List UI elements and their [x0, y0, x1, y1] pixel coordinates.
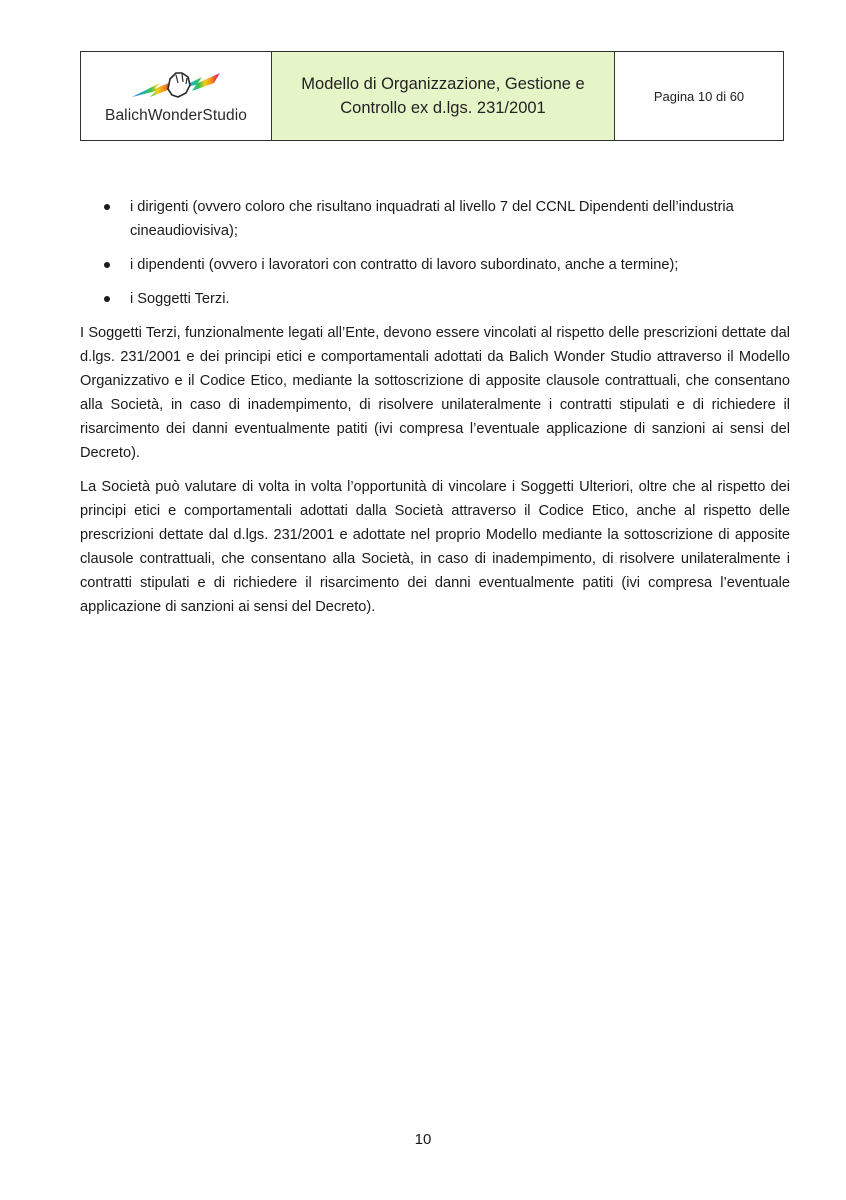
list-item: [80, 287, 790, 311]
document-title-cell: [272, 52, 615, 140]
document-header: [80, 51, 784, 141]
paragraph: La Società può valutare di volta in volta l’opportunità di vincolare i Soggetti Ulteriori, oltre che al rispetto dei principi etici e comportamentali adottati dalla Società attraverso il Codice Etico, anche al rispetto delle prescrizioni dettate dal d.lgs. 231/2001 e adottate nel proprio Modello mediante la sottoscrizione di apposite clausole contrattuali, che consentano alla Società, in caso di inadempimento, di risolvere unilateralmente i contratti stipulati e di richiedere il risarcimento dei danni eventualmente patiti (ivi compresa l’eventuale applicazione di sanzioni ai sensi del Decreto).: [80, 479, 790, 615]
document-title-line-2: Controllo ex d.lgs. 231/2001: [340, 99, 546, 117]
paragraph: I Soggetti Terzi, funzionalmente legati all’Ente, devono essere vincolati al rispetto delle prescrizioni dettate dal d.lgs. 231/2001 e dei principi etici e comportamentali adottati da Balich Wonder Studio attraverso il Modello Organizzativo e il Codice Etico, mediante la sottoscrizione di apposite clausole contrattuali, che consentano alla Società, in caso di inadempimento, di risolvere unilateralmente i contratti stipulati e di richiedere il risarcimento dei danni eventualmente patiti (ivi compresa l’eventuale applicazione di sanzioni ai sensi del Decreto).: [80, 325, 790, 461]
list-item-text: i dipendenti (ovvero i lavoratori con contratto di lavoro subordinato, anche a termine);: [130, 257, 679, 273]
document-title-line-1: Modello di Organizzazione, Gestione e: [301, 75, 585, 93]
bullet-icon: [104, 262, 110, 268]
rainbow-lightning-hand-logo-icon: [130, 67, 222, 105]
page-indicator: Pagina 10 di 60: [653, 89, 745, 104]
logo-wordmark: BalichWonderStudio: [105, 107, 247, 124]
page-indicator-cell: [615, 52, 783, 140]
list-item: [80, 195, 790, 243]
list-item: [80, 253, 790, 277]
list-item-text: i dirigenti (ovvero coloro che risultano inquadrati al livello 7 del CCNL Dipendenti dell’industria cineaudiovisiva);: [130, 199, 734, 239]
bullet-list: [80, 195, 790, 311]
bullet-icon: [104, 296, 110, 302]
bullet-icon: [104, 204, 110, 210]
page-number: 10: [414, 1131, 432, 1148]
header-logo-cell: [81, 52, 272, 140]
document-body: [80, 195, 790, 629]
list-item-text: i Soggetti Terzi.: [130, 291, 230, 307]
